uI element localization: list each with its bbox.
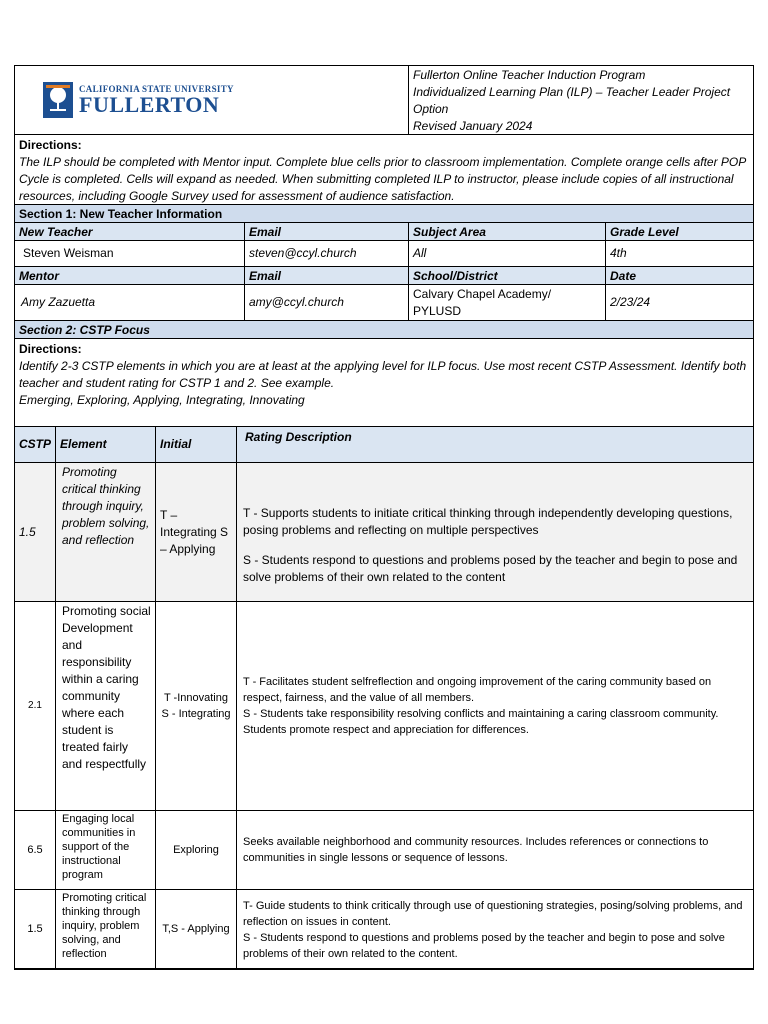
tree-seal-icon [43,82,73,118]
date-value: 2/23/24 [610,295,651,309]
section2-title: Section 2: CSTP Focus [19,323,150,337]
col-rating-description: Rating Description [245,430,352,444]
mentor-values-row [14,285,754,321]
cstp-element: Promoting critical thinking through inquiry, problem solving, and reflection [56,890,156,968]
col-school-district: School/District [409,267,606,284]
col-initial: Initial [156,427,237,462]
student-description: S - Students respond to questions and problems posed by the teacher and begin to pose and solve problems of their own related to the content. [243,932,725,960]
col-mentor-email: Email [245,267,409,284]
ilp-document [14,65,754,970]
subject-area-value: All [409,241,606,266]
teacher-email-value: steven@ccyl.church [245,241,409,266]
section2-directions-text: Identify 2-3 CSTP elements in which you are at least at the applying level for ILP focus. Use most recent CSTP Assessment. Identify both teacher and student rating for CSTP 1 and 2. See example. [19,359,747,390]
title-line: Revised January 2024 [413,119,533,133]
cstp-rating-description [237,890,753,968]
cstp-row [14,811,754,890]
header-row [14,65,754,135]
directions-text: The ILP should be completed with Mentor input. Complete blue cells prior to classroom implementation. Complete orange cells after POP Cycle is completed. Cells will expand as needed. When submitting completed ILP to instructor, please include copies of all instructional resources, including Google Survey used for assessment of audience satisfaction. [19,155,746,203]
teacher-header-row [14,223,754,241]
section1-title: Section 1: New Teacher Information [19,207,223,221]
cstp-row [14,602,754,811]
cstp-initial: T – Integrating S – Applying [156,463,237,601]
cstp-element: Promoting critical thinking through inquiry, problem solving, and reflection [56,463,156,601]
mentor-email-value: amy@ccyl.church [245,285,409,320]
grade-level-value: 4th [610,246,627,260]
logo-line1: CALIFORNIA STATE UNIVERSITY [79,84,234,94]
cstp-number: 6.5 [15,811,56,889]
school-district-value: Calvary Chapel Academy/ PYLUSD [409,285,606,320]
col-cstp: CSTP [15,427,56,462]
col-email: Email [245,223,409,240]
logo-line2: FULLERTON [79,92,220,117]
col-new-teacher: New Teacher [15,223,245,240]
section2-title-row [14,321,754,339]
cstp-element: Promoting social Development and responsibility within a caring community where each student is treated fairly and respectfully [56,602,156,810]
cstp-number: 1.5 [15,890,56,968]
teacher-description: T - Supports students to initiate critical thinking through independently developing questions, posing problems and reflecting on multiple perspectives [243,506,733,537]
new-teacher-value: Steven Weisman [15,241,245,266]
cstp-table-header [14,427,754,463]
cstp-row [14,890,754,970]
col-grade-level: Grade Level [610,225,679,239]
section1-title-row [14,205,754,223]
cstp-element: Engaging local communities in support of the instructional program [56,811,156,889]
title-line: Option [413,102,449,116]
title-line: Fullerton Online Teacher Induction Program [413,68,646,82]
csuf-logo [19,67,404,133]
section2-directions-label: Directions: [19,342,82,356]
cstp-rating-description [237,463,753,601]
cstp-initial: T,S - Applying [156,890,237,968]
cstp-row [14,463,754,602]
cstp-number: 2.1 [15,602,56,810]
cstp-number: 1.5 [15,463,56,601]
cstp-initial: T -Innovating S - Integrating [156,602,237,810]
program-title-cell [409,66,753,134]
teacher-description: T - Facilitates student selfreflection and ongoing improvement of the caring community based on respect, fairness, and the value of all members. [243,676,712,704]
cstp-rating-description [237,811,753,889]
mentor-header-row [14,267,754,285]
col-element: Element [56,427,156,462]
mentor-value: Amy Zazuetta [15,285,245,320]
rating-levels: Emerging, Exploring, Applying, Integrating, Innovating [19,393,305,407]
directions-label: Directions: [19,138,82,152]
cstp-rating-description [237,602,753,810]
col-date: Date [610,269,637,283]
title-line: Individualized Learning Plan (ILP) – Teacher Leader Project [413,85,731,99]
col-mentor: Mentor [15,267,245,284]
directions-row [14,135,754,205]
cstp-initial: Exploring [156,811,237,889]
student-description: S - Students respond to questions and problems posed by the teacher and begin to pose and solve problems of their own related to the content [243,553,738,584]
section2-directions-row [14,339,754,427]
teacher-values-row [14,241,754,267]
logo-cell [15,66,409,134]
teacher-description: T- Guide students to think critically through use of questioning strategies, posing/solving problems, and reflection on issues in content. [243,900,743,928]
student-description: S - Students take responsibility resolving conflicts and maintaining a caring classroom community. Students promote respect and appreciation for differences. [243,708,719,736]
description-text: Seeks available neighborhood and community resources. Includes references or connections to communities in single lessons or sequence of lessons. [243,836,709,864]
col-subject-area: Subject Area [409,223,606,240]
